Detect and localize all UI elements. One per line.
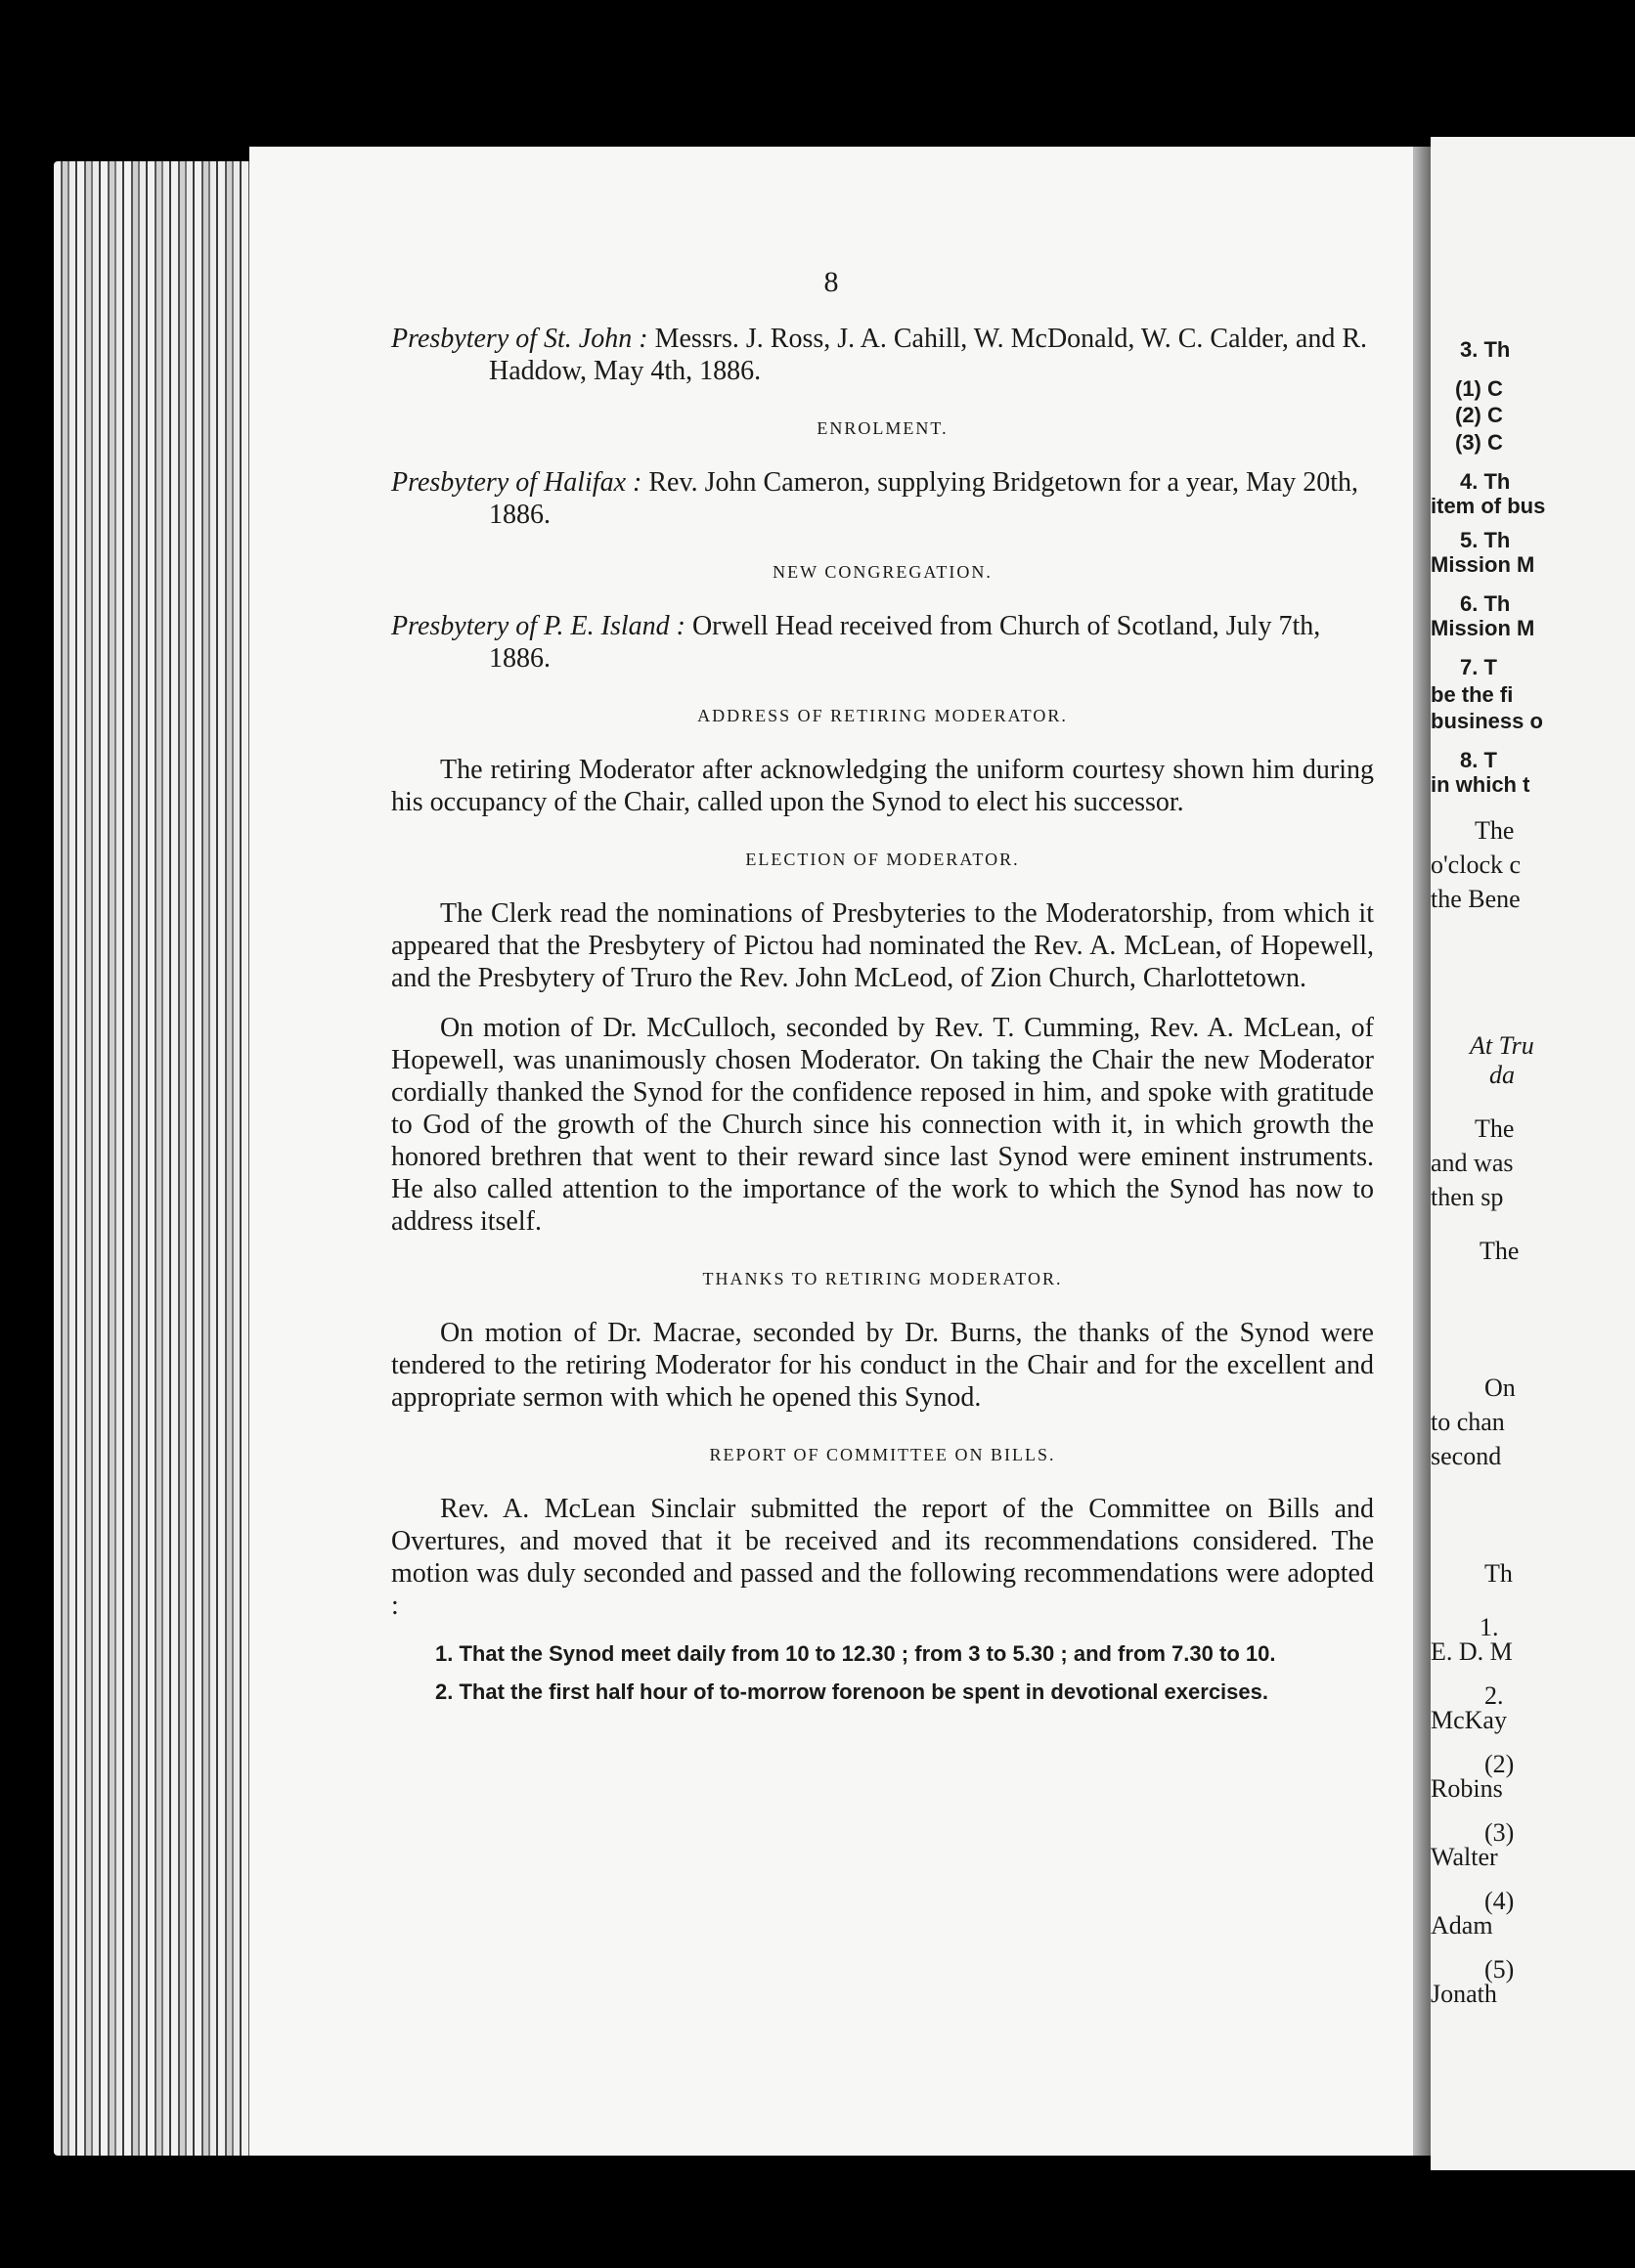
facing-line: (3) (1484, 1818, 1515, 1847)
facing-line: (2) C (1455, 403, 1503, 427)
facing-line: (3) C (1455, 430, 1503, 455)
facing-line: then sp (1431, 1183, 1504, 1211)
entry-text: Rev. John Cameron, supplying Bridgetown for a year, May 20th, 1886. (489, 467, 1359, 530)
page-edges (54, 161, 254, 2156)
facing-line: 5. Th (1460, 528, 1511, 552)
entry-pei (391, 610, 1374, 675)
heading-enrolment: ENROLMENT. (817, 418, 949, 438)
facing-line: 3. Th (1460, 337, 1511, 362)
election-paragraph-1: The Clerk read the nominations of Presbyteries to the Moderatorship, from which it appeared that the Presbytery of Pictou had nominated the Rev. A. McLean, of Hopewell, and the Presbytery of Truro the Rev. John McLeod, of Zion Church, Charlottetown. (391, 898, 1374, 993)
facing-line: 1. (1480, 1613, 1499, 1641)
heading-address: ADDRESS OF RETIRING MODERATOR. (697, 706, 1068, 725)
facing-line: On (1484, 1374, 1516, 1402)
entry-halifax (391, 466, 1374, 531)
facing-line: second (1431, 1442, 1502, 1470)
book-gutter (1413, 147, 1431, 2156)
facing-line: item of bus (1431, 494, 1546, 518)
heading-report: REPORT OF COMMITTEE ON BILLS. (709, 1445, 1056, 1464)
heading-election: ELECTION OF MODERATOR. (745, 850, 1020, 869)
entry-label: Presbytery of St. John : (391, 324, 648, 354)
facing-line: Mission M (1431, 552, 1535, 577)
entry-label: Presbytery of P. E. Island : (391, 611, 685, 641)
entry-text: Orwell Head received from Church of Scotland, July 7th, 1886. (489, 611, 1321, 674)
facing-line: Robins (1431, 1774, 1503, 1803)
facing-line: The (1475, 1114, 1515, 1143)
facing-line: (2) (1484, 1750, 1515, 1778)
address-paragraph: The retiring Moderator after acknowledging the uniform courtesy shown him during his occupancy of the Chair, called upon the Synod to elect his successor. (391, 755, 1374, 817)
facing-line: At Tru (1470, 1031, 1534, 1060)
facing-line: E. D. M (1431, 1637, 1513, 1666)
entry-text: Messrs. J. Ross, J. A. Cahill, W. McDonald, W. C. Calder, and R. Haddow, May 4th, 1886. (489, 324, 1368, 386)
thanks-paragraph: On motion of Dr. Macrae, seconded by Dr. Burns, the thanks of the Synod were tendered to the retiring Moderator for his conduct in the Chair and for the excellent and appropriate sermon with which he opened this Synod. (391, 1318, 1374, 1413)
facing-line: be the fi (1431, 682, 1514, 707)
page-content (391, 323, 1374, 1716)
facing-line: Mission M (1431, 616, 1535, 640)
report-paragraph: Rev. A. McLean Sinclair submitted the report of the Committee on Bills and Overtures, and moved that it be received and its recommendations considered. The motion was duly seconded and passed and the following recommendations were adopted : (391, 1494, 1374, 1621)
facing-line: the Bene (1431, 885, 1521, 913)
facing-line: (4) (1484, 1887, 1515, 1915)
facing-line: 7. T (1460, 655, 1497, 679)
facing-line: Th (1484, 1559, 1513, 1588)
entry-st-john (391, 323, 1374, 387)
facing-line: 8. T (1460, 748, 1497, 772)
facing-line: The (1475, 816, 1515, 845)
document-page (249, 147, 1413, 2156)
facing-line: 4. Th (1460, 469, 1511, 494)
facing-line: Adam (1431, 1911, 1493, 1940)
recommendation-item-2: 2. That the first half hour of to-morrow forenoon be spent in devotional exercises. (435, 1679, 1268, 1704)
facing-line: McKay (1431, 1706, 1507, 1734)
facing-line: o'clock c (1431, 850, 1522, 879)
facing-line: to chan (1431, 1408, 1505, 1436)
facing-line: 2. (1484, 1681, 1504, 1710)
election-paragraph-2: On motion of Dr. McCulloch, seconded by Rev. T. Cumming, Rev. A. McLean, of Hopewell, was unanimously chosen Moderator. On taking the Chair the new Moderator cordially thanked the Synod for the confidence reposed in him, and spoke with gratitude to God of the growth of the Church since his connection with it, in which growth the honored brethren that went to their reward since last Synod were eminent instruments. He also called attention to the importance of the work to which the Synod has now to address itself. (391, 1013, 1374, 1237)
heading-new-congregation: NEW CONGREGATION. (773, 562, 993, 582)
facing-line: business o (1431, 709, 1543, 733)
heading-thanks: THANKS TO RETIRING MODERATOR. (702, 1269, 1063, 1288)
facing-line: in which t (1431, 772, 1530, 797)
recommendation-item-1: 1. That the Synod meet daily from 10 to 12.30 ; from 3 to 5.30 ; and from 7.30 to 10. (435, 1641, 1276, 1666)
facing-page (1431, 137, 1635, 2170)
facing-line: (1) C (1455, 376, 1503, 401)
facing-line: (5) (1484, 1955, 1515, 1984)
page-number: 8 (823, 266, 839, 298)
facing-line: da (1489, 1061, 1515, 1089)
facing-line: Jonath (1431, 1980, 1497, 2008)
facing-line: and was (1431, 1149, 1514, 1177)
facing-line: The (1480, 1237, 1520, 1265)
entry-label: Presbytery of Halifax : (391, 467, 642, 498)
facing-line: 6. Th (1460, 591, 1511, 616)
facing-line: Walter (1431, 1843, 1498, 1871)
